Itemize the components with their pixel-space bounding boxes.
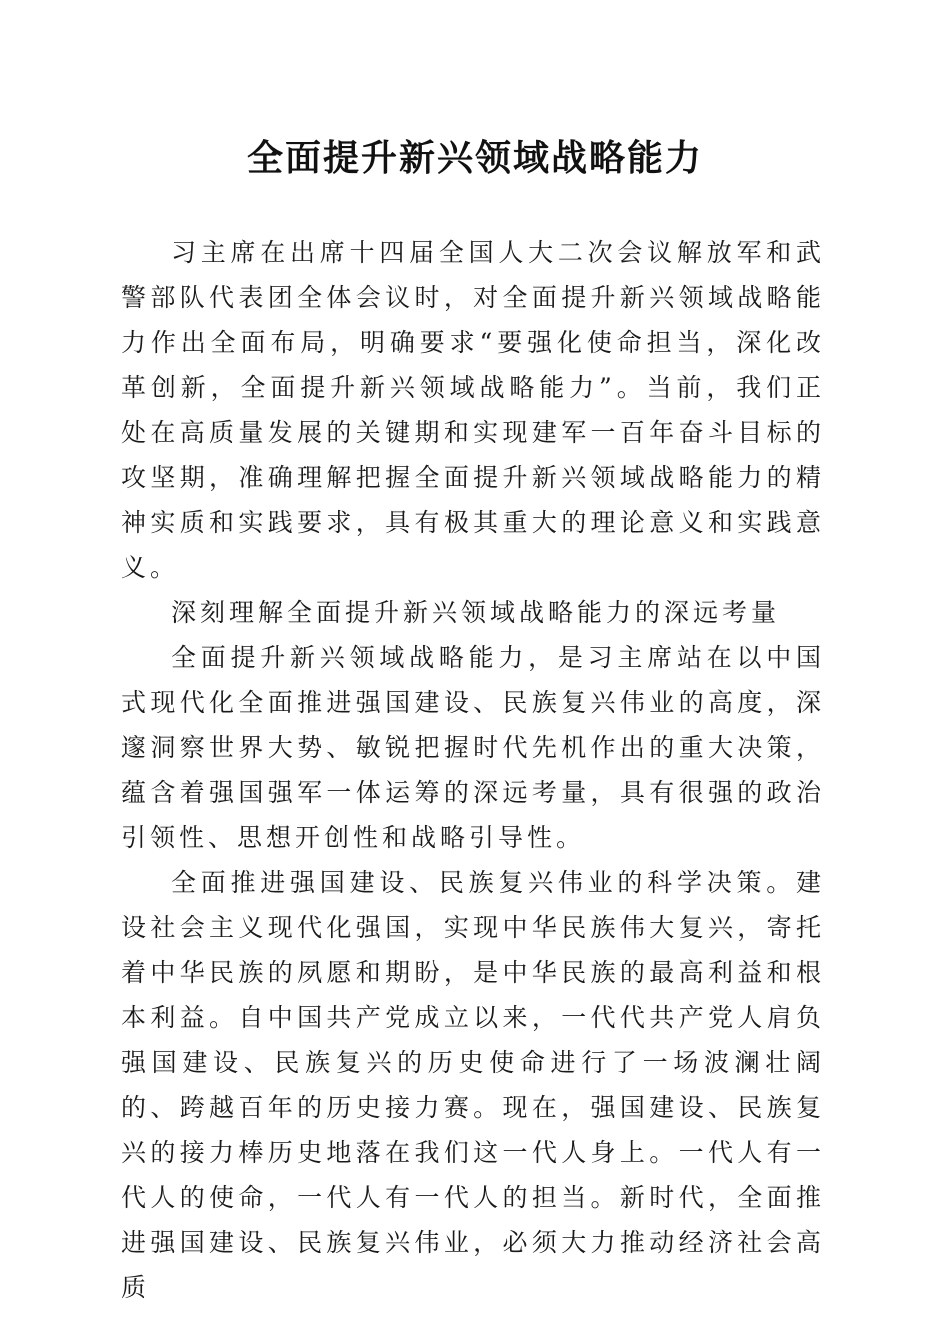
section-heading: 深刻理解全面提升新兴领域战略能力的深远考量 [171, 598, 781, 627]
paragraph-overview: 全面提升新兴领域战略能力，是习主席站在以中国式现代化全面推进强国建设、民族复兴伟业的高度，深邃洞察世界大势、敏锐把握时代先机作出的重大决策，蕴含着强国强军一体运筹的深远考量，具有很强的政治引领性、思想开创性和战略引导性。 [121, 643, 825, 852]
document-title: 全面提升新兴领域战略能力 [246, 137, 703, 179]
paragraph-intro: 习主席在出席十四届全国人大二次会议解放军和武警部队代表团全体会议时，对全面提升新兴领域战略能力作出全面布局，明确要求“要强化使命担当，深化改革创新，全面提升新兴领域战略能力”。当前，我们正处在高质量发展的关键期和实现建军一百年奋斗目标的攻坚期，准确理解把握全面提升新兴领域战略能力的精神实质和实践要求，具有极其重大的理论意义和实践意义。 [121, 238, 825, 582]
document-body [121, 230, 825, 1310]
paragraph-decision: 全面推进强国建设、民族复兴伟业的科学决策。建设社会主义现代化强国，实现中华民族伟大复兴，寄托着中华民族的夙愿和期盼，是中华民族的最高利益和根本利益。自中国共产党成立以来，一代代共产党人肩负强国建设、民族复兴的历史使命进行了一场波澜壮阔的、跨越百年的历史接力赛。现在，强国建设、民族复兴的接力棒历史地落在我们这一代人身上。一代人有一代人的使命，一代人有一代人的担当。新时代，全面推进强国建设、民族复兴伟业，必须大力推动经济社会高质 [121, 868, 825, 1302]
